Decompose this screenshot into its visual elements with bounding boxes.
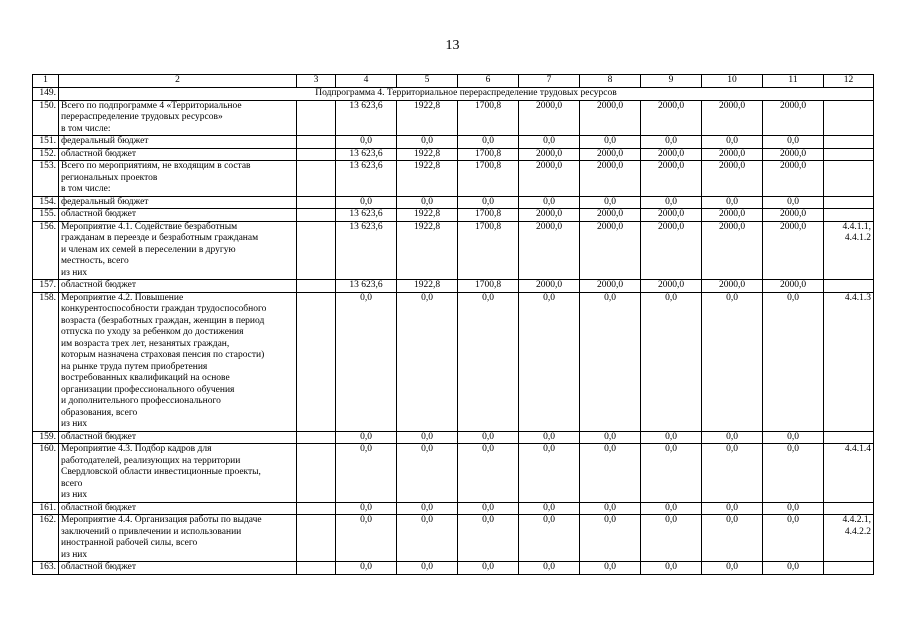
row-value-c11: 2000,0 — [763, 209, 824, 222]
table-row — [33, 444, 874, 503]
row-number: 157. — [33, 280, 59, 293]
row-name: федеральный бюджет — [59, 136, 297, 149]
row-value-c5: 1922,8 — [397, 100, 458, 136]
row-name: областной бюджет — [59, 280, 297, 293]
row-value-c9: 2000,0 — [641, 280, 702, 293]
row-value-c11: 0,0 — [763, 444, 824, 503]
row-value-c11: 0,0 — [763, 136, 824, 149]
row-reference: 4.4.1.1, 4.4.1.2 — [824, 221, 874, 280]
row-value-c10: 2000,0 — [702, 148, 763, 161]
row-number: 150. — [33, 100, 59, 136]
row-value-c9: 2000,0 — [641, 161, 702, 197]
row-name: Всего по мероприятиям, не входящим в состав региональных проектов в том числе: — [59, 161, 297, 197]
row-value-c8: 2000,0 — [580, 221, 641, 280]
header-cell: 7 — [519, 75, 580, 88]
row-value-c10: 0,0 — [702, 502, 763, 515]
row-reference — [824, 100, 874, 136]
row-value-c4: 0,0 — [336, 562, 397, 575]
row-value-c4: 13 623,6 — [336, 161, 397, 197]
row-value-c4: 0,0 — [336, 444, 397, 503]
row-value-c8: 0,0 — [580, 444, 641, 503]
header-cell: 10 — [702, 75, 763, 88]
row-value-c8: 0,0 — [580, 502, 641, 515]
row-value-c7: 0,0 — [519, 562, 580, 575]
row-number: 154. — [33, 196, 59, 209]
row-value-c10: 2000,0 — [702, 280, 763, 293]
table-row — [33, 161, 874, 197]
row-value-c5: 0,0 — [397, 562, 458, 575]
row-reference — [824, 431, 874, 444]
row-value-c7: 2000,0 — [519, 100, 580, 136]
row-value-c3 — [297, 148, 336, 161]
row-value-c3 — [297, 196, 336, 209]
row-name: Мероприятие 4.1. Содействие безработным гражданам в переезде и безработным гражданам и членам их семей в переселении в другую местность, всего из них — [59, 221, 297, 280]
row-value-c10: 0,0 — [702, 444, 763, 503]
row-value-c6: 1700,8 — [458, 280, 519, 293]
row-value-c5: 0,0 — [397, 292, 458, 431]
row-value-c11: 0,0 — [763, 431, 824, 444]
row-value-c10: 2000,0 — [702, 221, 763, 280]
row-value-c10: 0,0 — [702, 431, 763, 444]
row-value-c6: 1700,8 — [458, 209, 519, 222]
header-row — [33, 75, 874, 88]
row-value-c3 — [297, 100, 336, 136]
table-row — [33, 196, 874, 209]
row-value-c3 — [297, 562, 336, 575]
row-value-c4: 13 623,6 — [336, 280, 397, 293]
row-value-c4: 0,0 — [336, 136, 397, 149]
row-name: Мероприятие 4.4. Организация работы по выдаче заключений о привлечении и использовании иностранной рабочей силы, всего из них — [59, 515, 297, 562]
row-value-c7: 0,0 — [519, 136, 580, 149]
row-value-c5: 1922,8 — [397, 161, 458, 197]
table-row — [33, 209, 874, 222]
row-name: областной бюджет — [59, 148, 297, 161]
row-value-c9: 2000,0 — [641, 221, 702, 280]
budget-table — [32, 74, 874, 575]
row-number: 159. — [33, 431, 59, 444]
row-value-c8: 0,0 — [580, 431, 641, 444]
row-value-c10: 0,0 — [702, 196, 763, 209]
row-value-c11: 2000,0 — [763, 161, 824, 197]
row-value-c6: 0,0 — [458, 515, 519, 562]
row-value-c5: 1922,8 — [397, 209, 458, 222]
row-value-c3 — [297, 431, 336, 444]
row-value-c11: 0,0 — [763, 292, 824, 431]
row-value-c10: 2000,0 — [702, 209, 763, 222]
row-reference — [824, 161, 874, 197]
row-value-c9: 0,0 — [641, 292, 702, 431]
header-cell: 6 — [458, 75, 519, 88]
row-value-c4: 0,0 — [336, 196, 397, 209]
table-row — [33, 502, 874, 515]
row-value-c9: 0,0 — [641, 562, 702, 575]
row-reference: 4.4.1.3 — [824, 292, 874, 431]
row-value-c7: 0,0 — [519, 196, 580, 209]
header-cell: 12 — [824, 75, 874, 88]
row-value-c6: 0,0 — [458, 562, 519, 575]
row-value-c7: 0,0 — [519, 431, 580, 444]
row-reference: 4.4.2.1, 4.4.2.2 — [824, 515, 874, 562]
row-value-c7: 2000,0 — [519, 161, 580, 197]
row-name: федеральный бюджет — [59, 196, 297, 209]
row-value-c11: 2000,0 — [763, 148, 824, 161]
row-value-c11: 2000,0 — [763, 221, 824, 280]
row-number: 163. — [33, 562, 59, 575]
row-value-c9: 0,0 — [641, 515, 702, 562]
table-row — [33, 100, 874, 136]
row-value-c9: 0,0 — [641, 196, 702, 209]
row-value-c11: 0,0 — [763, 196, 824, 209]
row-value-c9: 0,0 — [641, 444, 702, 503]
row-value-c10: 0,0 — [702, 292, 763, 431]
row-name: Мероприятие 4.2. Повышение конкурентоспособности граждан трудоспособного возраста (безработных граждан, женщин в период отпуска по уходу за ребенком до достижения им возраста трех лет, незанятых граждан, которым назначена страховая пенсия по старости) на рынке труда путем приобретения востребованных квалификаций на основе организации профессионального обучения и дополнительного профессионального образования, всего из них — [59, 292, 297, 431]
row-value-c8: 0,0 — [580, 292, 641, 431]
row-value-c11: 2000,0 — [763, 280, 824, 293]
row-value-c7: 0,0 — [519, 502, 580, 515]
row-value-c6: 1700,8 — [458, 161, 519, 197]
row-value-c6: 0,0 — [458, 431, 519, 444]
row-value-c3 — [297, 221, 336, 280]
row-value-c5: 0,0 — [397, 431, 458, 444]
row-name: областной бюджет — [59, 431, 297, 444]
row-value-c3 — [297, 515, 336, 562]
row-value-c11: 2000,0 — [763, 100, 824, 136]
row-value-c7: 0,0 — [519, 515, 580, 562]
row-value-c9: 0,0 — [641, 502, 702, 515]
header-cell: 5 — [397, 75, 458, 88]
table-row — [33, 292, 874, 431]
row-value-c5: 1922,8 — [397, 221, 458, 280]
row-reference — [824, 562, 874, 575]
row-value-c6: 1700,8 — [458, 100, 519, 136]
row-value-c8: 2000,0 — [580, 148, 641, 161]
row-value-c7: 2000,0 — [519, 280, 580, 293]
row-value-c5: 1922,8 — [397, 280, 458, 293]
row-value-c11: 0,0 — [763, 502, 824, 515]
row-value-c5: 0,0 — [397, 444, 458, 503]
row-value-c7: 0,0 — [519, 292, 580, 431]
row-value-c8: 0,0 — [580, 196, 641, 209]
header-cell: 2 — [59, 75, 297, 88]
row-value-c11: 0,0 — [763, 515, 824, 562]
row-name: областной бюджет — [59, 209, 297, 222]
row-value-c6: 1700,8 — [458, 221, 519, 280]
row-value-c3 — [297, 280, 336, 293]
row-value-c7: 2000,0 — [519, 221, 580, 280]
table-row — [33, 562, 874, 575]
row-value-c6: 0,0 — [458, 136, 519, 149]
row-number: 151. — [33, 136, 59, 149]
row-value-c6: 0,0 — [458, 444, 519, 503]
table-row — [33, 221, 874, 280]
row-value-c5: 0,0 — [397, 502, 458, 515]
row-value-c6: 0,0 — [458, 502, 519, 515]
row-value-c3 — [297, 292, 336, 431]
row-value-c3 — [297, 209, 336, 222]
row-value-c3 — [297, 136, 336, 149]
row-value-c8: 0,0 — [580, 136, 641, 149]
row-reference — [824, 280, 874, 293]
row-value-c4: 13 623,6 — [336, 209, 397, 222]
row-value-c11: 0,0 — [763, 562, 824, 575]
row-value-c8: 2000,0 — [580, 209, 641, 222]
subprogram-row — [33, 88, 874, 101]
row-number: 161. — [33, 502, 59, 515]
row-value-c5: 0,0 — [397, 196, 458, 209]
row-value-c9: 2000,0 — [641, 209, 702, 222]
row-value-c7: 0,0 — [519, 444, 580, 503]
row-value-c8: 0,0 — [580, 515, 641, 562]
row-value-c8: 0,0 — [580, 562, 641, 575]
row-reference — [824, 209, 874, 222]
row-value-c10: 0,0 — [702, 515, 763, 562]
row-value-c10: 0,0 — [702, 562, 763, 575]
row-value-c6: 1700,8 — [458, 148, 519, 161]
row-value-c3 — [297, 161, 336, 197]
row-value-c7: 2000,0 — [519, 148, 580, 161]
row-value-c9: 0,0 — [641, 431, 702, 444]
row-value-c6: 0,0 — [458, 292, 519, 431]
row-name: областной бюджет — [59, 562, 297, 575]
table-row — [33, 431, 874, 444]
row-value-c4: 0,0 — [336, 515, 397, 562]
row-number: 162. — [33, 515, 59, 562]
row-value-c7: 2000,0 — [519, 209, 580, 222]
row-value-c10: 0,0 — [702, 136, 763, 149]
row-value-c4: 13 623,6 — [336, 221, 397, 280]
row-number: 155. — [33, 209, 59, 222]
row-number: 152. — [33, 148, 59, 161]
row-value-c5: 0,0 — [397, 136, 458, 149]
row-value-c3 — [297, 502, 336, 515]
row-number: 156. — [33, 221, 59, 280]
header-cell: 8 — [580, 75, 641, 88]
row-value-c8: 2000,0 — [580, 161, 641, 197]
subprogram-title: Подпрограмма 4. Территориальное перераспределение трудовых ресурсов — [59, 88, 874, 101]
row-reference — [824, 148, 874, 161]
row-value-c4: 13 623,6 — [336, 100, 397, 136]
row-reference — [824, 136, 874, 149]
row-value-c4: 0,0 — [336, 502, 397, 515]
row-name: областной бюджет — [59, 502, 297, 515]
table-row — [33, 280, 874, 293]
row-value-c5: 0,0 — [397, 515, 458, 562]
row-value-c6: 0,0 — [458, 196, 519, 209]
row-reference — [824, 502, 874, 515]
row-number: 153. — [33, 161, 59, 197]
header-cell: 4 — [336, 75, 397, 88]
header-cell: 3 — [297, 75, 336, 88]
row-value-c10: 2000,0 — [702, 100, 763, 136]
row-reference — [824, 196, 874, 209]
row-number: 158. — [33, 292, 59, 431]
row-value-c4: 13 623,6 — [336, 148, 397, 161]
row-value-c4: 0,0 — [336, 431, 397, 444]
row-name: Всего по подпрограмме 4 «Территориальное перераспределение трудовых ресурсов» в том числе: — [59, 100, 297, 136]
header-cell: 9 — [641, 75, 702, 88]
row-value-c9: 2000,0 — [641, 148, 702, 161]
table-row — [33, 515, 874, 562]
row-value-c8: 2000,0 — [580, 280, 641, 293]
row-value-c10: 2000,0 — [702, 161, 763, 197]
row-value-c3 — [297, 444, 336, 503]
row-value-c4: 0,0 — [336, 292, 397, 431]
row-number: 160. — [33, 444, 59, 503]
header-cell: 11 — [763, 75, 824, 88]
row-value-c9: 0,0 — [641, 136, 702, 149]
table-row — [33, 148, 874, 161]
row-reference: 4.4.1.4 — [824, 444, 874, 503]
row-value-c8: 2000,0 — [580, 100, 641, 136]
header-cell: 1 — [33, 75, 59, 88]
page-number: 13 — [445, 38, 460, 53]
row-value-c5: 1922,8 — [397, 148, 458, 161]
row-name: Мероприятие 4.3. Подбор кадров для работодателей, реализующих на территории Свердловской области инвестиционные проекты, всего из них — [59, 444, 297, 503]
row-number: 149. — [33, 88, 59, 101]
table-row — [33, 136, 874, 149]
row-value-c9: 2000,0 — [641, 100, 702, 136]
